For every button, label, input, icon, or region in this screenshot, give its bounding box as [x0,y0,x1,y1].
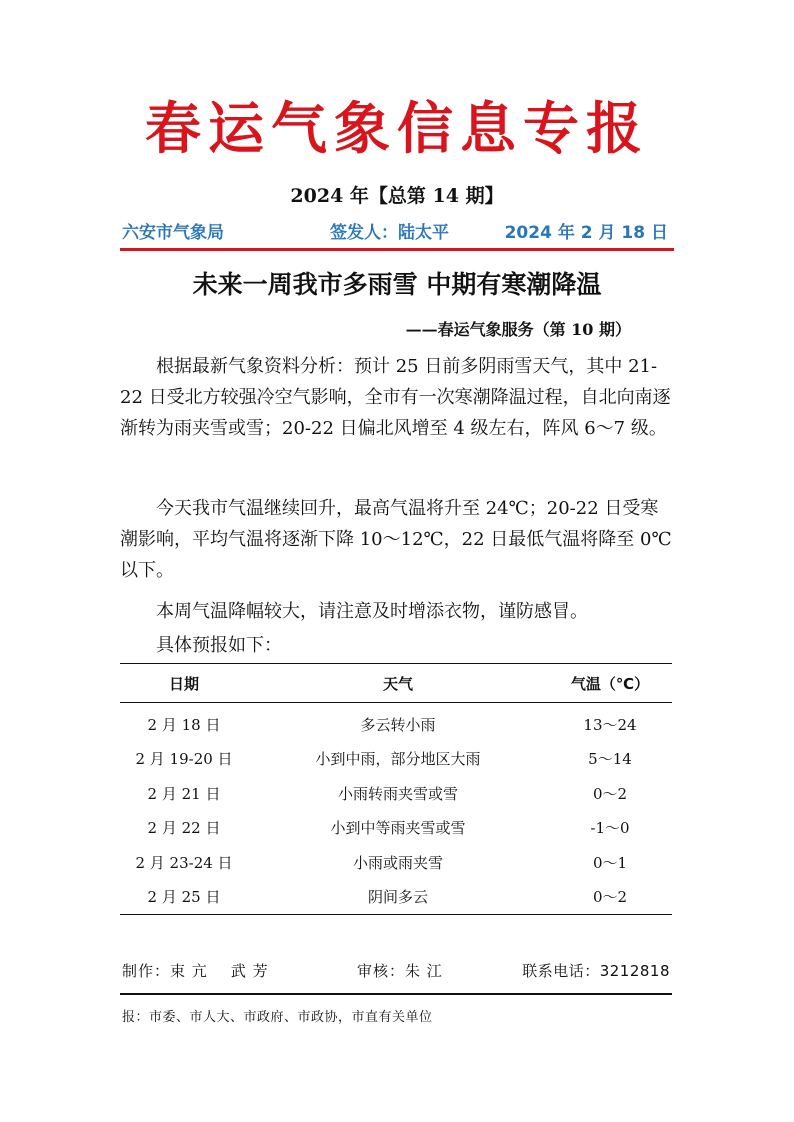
cell-temperature: 0～2 [592,784,628,803]
cell-weather: 小雨转雨夹雪或雪 [337,784,458,803]
cell-temperature: 13～24 [583,715,637,734]
cell-weather: 阴间多云 [367,888,428,907]
header-weather: 天气 [382,674,413,693]
issuing-organization: 六安市气象局 [122,223,224,243]
cell-temperature: 0～2 [592,888,628,907]
table-row [120,776,672,811]
footer-rule [120,993,672,995]
table-header-row [120,664,672,702]
masthead-title: 春运气象信息专报 [145,96,649,162]
cell-date: 2 月 25 日 [147,888,221,907]
distribution-list: 报：市委、市人大、市政府、市政协，市直有关单位 [122,1010,433,1025]
reviewer-credit: 审核：朱 江 [357,962,443,980]
table-row [120,811,672,846]
header-temperature: 气温（℃） [570,674,650,693]
paragraph-temperature: 今天我市气温继续回升，最高气温将升至 24℃；20-22 日受寒潮影响，平均气温将逐渐下降 10～12℃，22 日最低气温将降至 0℃以下。 [120,498,672,581]
red-divider [120,248,674,251]
signer: 签发人：陆太平 [330,223,449,243]
cell-date: 2 月 19-20 日 [135,750,233,769]
cell-weather: 小雨或雨夹雪 [352,853,443,872]
paragraph-advice: 本周气温降幅较大，请注意及时增添衣物，谨防感冒。 [156,601,588,622]
headline: 未来一周我市多雨雪 中期有寒潮降温 [192,270,602,299]
issue-number: 2024 年【总第 14 期】 [290,185,504,207]
producer-credit: 制作：束 亢 武 芳 [122,962,269,980]
cell-weather: 多云转小雨 [360,715,436,734]
cell-date: 2 月 21 日 [147,784,221,803]
cell-weather: 小到中雨，部分地区大雨 [315,750,481,769]
header-date: 日期 [168,674,199,693]
cell-date: 2 月 18 日 [147,715,221,734]
table-row [120,845,672,880]
subtitle: ——春运气象服务（第 10 期） [405,320,631,339]
cell-date: 2 月 23-24 日 [135,853,233,872]
table-bottom-rule [120,914,672,915]
cell-weather: 小到中等雨夹雪或雪 [330,819,466,838]
table-row [120,742,672,777]
paragraph-analysis: 根据最新气象资料分析：预计 25 日前多阴雨雪天气，其中 21-22 日受北方较强冷空气影响，全市有一次寒潮降温过程，自北向南逐渐转为雨夹雪或雪；20-22 日偏北风增至 4 级左右，阵风 6～7 级。 [120,356,671,439]
table-row [120,707,672,742]
issue-date: 2024 年 2 月 18 日 [504,223,668,243]
cell-temperature: -1～0 [590,819,630,838]
paragraph-forecast-intro: 具体预报如下： [156,635,282,656]
table-row [120,880,672,915]
cell-temperature: 5～14 [588,750,632,769]
forecast-table [120,663,672,915]
contact-phone: 联系电话：3212818 [522,962,670,980]
cell-date: 2 月 22 日 [147,819,221,838]
cell-temperature: 0～1 [592,853,628,872]
